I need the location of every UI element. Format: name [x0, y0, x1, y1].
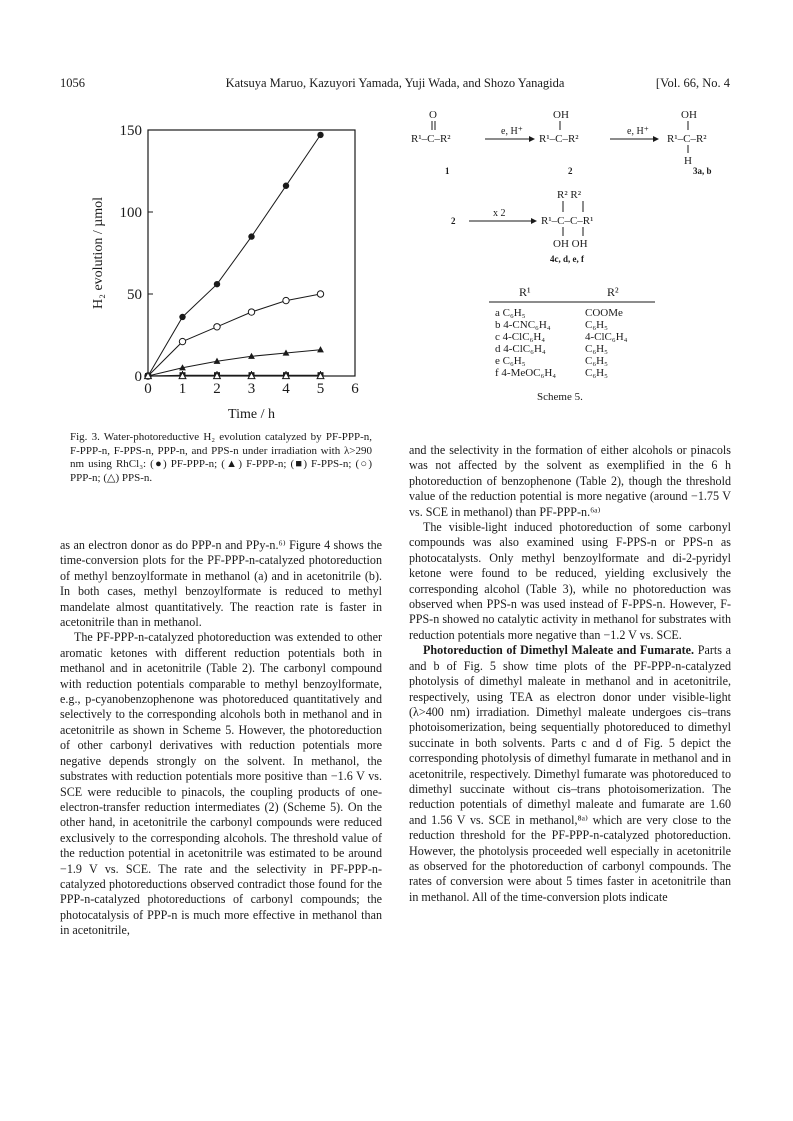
- series-line-pf-ppp-n: [148, 135, 321, 376]
- table-cell-r1: b 4-CNC₆H₄: [495, 319, 551, 331]
- scheme-label: Scheme 5.: [537, 391, 583, 403]
- arrow1-head: [529, 136, 535, 142]
- pinacol-bottom: OH OH: [553, 238, 588, 250]
- point-ppp-n: [317, 291, 323, 297]
- point-ppp-n: [214, 324, 220, 330]
- figure-3-caption: Fig. 3. Water-photoreductive H₂ evolution catalyzed by PF-PPP-n, F-PPP-n, F-PPS-n, PPP-n, and PPS-n under irradiation with λ>290 nm using RhCl₃: (●) PF-PPP-n; (▲) F-PPP-n; (■) F-PPS-n; (○) PPP-n; (△) PPS-n.: [70, 431, 372, 484]
- table-cell-r2: C₆H₅: [585, 319, 608, 331]
- x-tick-label: 5: [316, 381, 325, 397]
- point-pf-ppp-n: [283, 183, 289, 189]
- table-cell-r2: C₆H₅: [585, 355, 608, 367]
- point-ppp-n: [248, 309, 254, 315]
- left-paragraph-2: The PF-PPP-n-catalyzed photoreduction was extended to other aromatic ketones with different reduction potentials both in methanol and in acetonitrile (Table 2). The carbonyl compound with reduction potentials comparable to methyl benzoylformate, e.g., p-cyanobenzophenone was photoreduced quantitatively and selectively to the corresponding alcohols both in methanol and in acetonitrile as shown in Scheme 5. However, the photoreduction of other carbonyl derivatives with reduction potentials more negative depends strongly on the solvent. In methanol, the substrates with reduction potentials more positive than −1.6 V vs. SCE were reducible to pinacols, the coupling products of one-electron-transfer reduction intermediates (2) (Scheme 5). On the other hand, in acetonitrile the carbonyl compounds were reduced exclusively to the corresponding alcohols. The threshold value of the reduction potential in acetonitrile was estimated to be around −1.9 V vs. SCE. The rate and the selectivity in PF-PPP-n-catalyzed photoreductions observed contradict those found for the PPP-n-catalyzed photoreductions of carbonyl compounds; the photocatalysis of PPP-n is much more effective in methanol than in acetonitrile,: [60, 630, 382, 938]
- right-column: [409, 443, 731, 905]
- x-tick-label: 6: [351, 381, 359, 397]
- x-tick-label: 3: [247, 381, 256, 397]
- right-paragraph-2: The visible-light induced photoreduction of some carbonyl compounds was also examined using F-PPS-n or PPS-n as photocatalysts. Only methyl benzoylformate and di-2-pyridyl ketone were found to be reduced, yielding exclusively the corresponding alcohol (Table 3), while no photoreduction was observed when PPS-n was used instead of F-PPS-n. However, F-PPS-n showed no catalytic activity in methanol for substrates with reduction potentials more negative than −1.2 V vs. SCE.: [409, 520, 731, 642]
- right-paragraph-3-text: Parts a and b of Fig. 5 show time plots of the PF-PPP-n-catalyzed photolysis of dimethyl maleate in methanol and in acetonitrile, respectively, using TEA as electron donor under visible-light (λ>400 nm) irradiation. Dimethyl maleate undergoes cis–trans photoisomerization, being sequentially photoreduced to dimethyl succinate in both solvents. Parts c and d of Fig. 5 depict the corresponding photolysis of dimethyl fumarate in methanol and in acetonitrile, respectively. Dimethyl fumarate was photoreduced to dimethyl succinate without cis–trans photoisomerization. The reduction potentials of dimethyl maleate and fumarate are 1.60 and 1.56 V vs. SCE in methanol,⁸ᵃ⁾ which are very close to the reduction threshold for the PF-PPP-n-catalyzed photoreduction. However, the photolysis proceeded well especially in acetonitrile as observed for the photoreduction of carbonyl compounds. The rates of conversion were about 5 times faster in acetonitrile than in methanol. All of the time-conversion plots indicate: [409, 643, 731, 904]
- table-cell-r2: C₆H₅: [585, 367, 608, 379]
- table-cell-r2: C₆H₅: [585, 343, 608, 355]
- volume-info: [Vol. 66, No. 4: [655, 76, 730, 90]
- point-f-ppp-n: [317, 346, 324, 352]
- point-pf-ppp-n: [214, 281, 220, 287]
- point-ppp-n: [179, 338, 185, 344]
- figure-3: [60, 108, 382, 428]
- mol1-chain: R¹–C–R²: [411, 133, 451, 145]
- page-header: [60, 76, 730, 92]
- mol2-hydroxyl: OH: [553, 109, 569, 121]
- row2-start: 2: [451, 216, 456, 226]
- left-column: [60, 538, 382, 939]
- row2-arrow-head: [531, 218, 537, 224]
- y-axis-label: H₂ evolution / µmol: [91, 196, 106, 310]
- point-pf-ppp-n: [317, 132, 323, 138]
- table-cell-r1: c 4-ClC₆H₄: [495, 331, 546, 343]
- arrow2-head: [653, 136, 659, 142]
- mol2-chain: R¹–C–R²: [539, 133, 579, 145]
- x-tick-label: 2: [213, 381, 221, 397]
- compound-label-2: 2: [568, 166, 573, 176]
- table-cell-r1: f 4-MeOC₆H₄: [495, 367, 557, 379]
- x-tick-label: 4: [282, 381, 290, 397]
- series-line-f-ppp-n: [148, 350, 321, 376]
- table-cell-r1: d 4-ClC₆H₄: [495, 343, 546, 355]
- compound-label-3: 3a, b: [693, 166, 712, 176]
- series-line-ppp-n: [148, 294, 321, 376]
- table-header-r1: R¹: [519, 285, 531, 299]
- compound-label-1: 1: [445, 166, 450, 176]
- x-axis-label: Time / h: [228, 407, 275, 422]
- table-cell-r2: COOMe: [585, 307, 623, 319]
- page-number: 1056: [60, 76, 85, 90]
- point-ppp-n: [283, 297, 289, 303]
- point-pf-ppp-n: [248, 233, 254, 239]
- x-tick-label: 1: [178, 381, 187, 397]
- section-heading: Photoreduction of Dimethyl Maleate and Fumarate.: [423, 643, 695, 658]
- table-cell-r1: a C₆H₅: [495, 307, 526, 319]
- running-authors: Katsuya Maruo, Kazuyori Yamada, Yuji Wada, and Shozo Yanagida: [225, 76, 565, 90]
- arrow2-label: e, H⁺: [627, 126, 649, 137]
- pinacol-chain: R¹–C–C–R¹: [541, 215, 594, 227]
- left-paragraph-1: as an electron donor as do PPP-n and PPy-n.⁶⁾ Figure 4 shows the time-conversion plots for the PF-PPP-n-catalyzed photoreduction of methyl benzoylformate in methanol (a) and in acetonitrile (b). In both cases, methyl benzoylformate is reduced to methyl mandelate almost quantitatively. The reaction rate is faster in acetonitrile than in methanol.: [60, 538, 382, 630]
- row2-arrow-label: x 2: [493, 208, 506, 219]
- pinacol-top: R² R²: [557, 189, 582, 201]
- plot-frame: [148, 130, 355, 376]
- y-tick-label: 100: [119, 205, 142, 221]
- point-pf-ppp-n: [179, 314, 185, 320]
- mol3-hydroxyl: OH: [681, 109, 697, 121]
- y-tick-label: 0: [134, 369, 142, 385]
- mol3-hydrogen: H: [684, 155, 692, 167]
- right-paragraph-3: [409, 643, 731, 905]
- y-tick-label: 150: [119, 123, 142, 139]
- figure-3-chart: [60, 108, 382, 428]
- table-cell-r2: 4-ClC₆H₄: [585, 331, 628, 343]
- x-tick-label: 0: [144, 381, 152, 397]
- scheme-5-drawing: [405, 100, 735, 430]
- arrow1-label: e, H⁺: [501, 126, 523, 137]
- mol3-chain: R¹–C–R²: [667, 133, 707, 145]
- scheme-5: [405, 100, 735, 430]
- pinacol-label: 4c, d, e, f: [550, 254, 584, 264]
- y-tick-label: 50: [127, 287, 142, 303]
- right-paragraph-1: and the selectivity in the formation of either alcohols or pinacols was not affected by the solvent as exemplified in the 6 h photoreduction of benzophenone (Table 2), though the threshold value of the reduction potential is more negative (around −1.75 V vs. SCE in methanol) than PF-PPP-n.⁶ᵃ⁾: [409, 443, 731, 519]
- table-cell-r1: e C₆H₅: [495, 355, 526, 367]
- mol1-oxygen: O: [429, 109, 437, 121]
- table-header-r2: R²: [607, 285, 619, 299]
